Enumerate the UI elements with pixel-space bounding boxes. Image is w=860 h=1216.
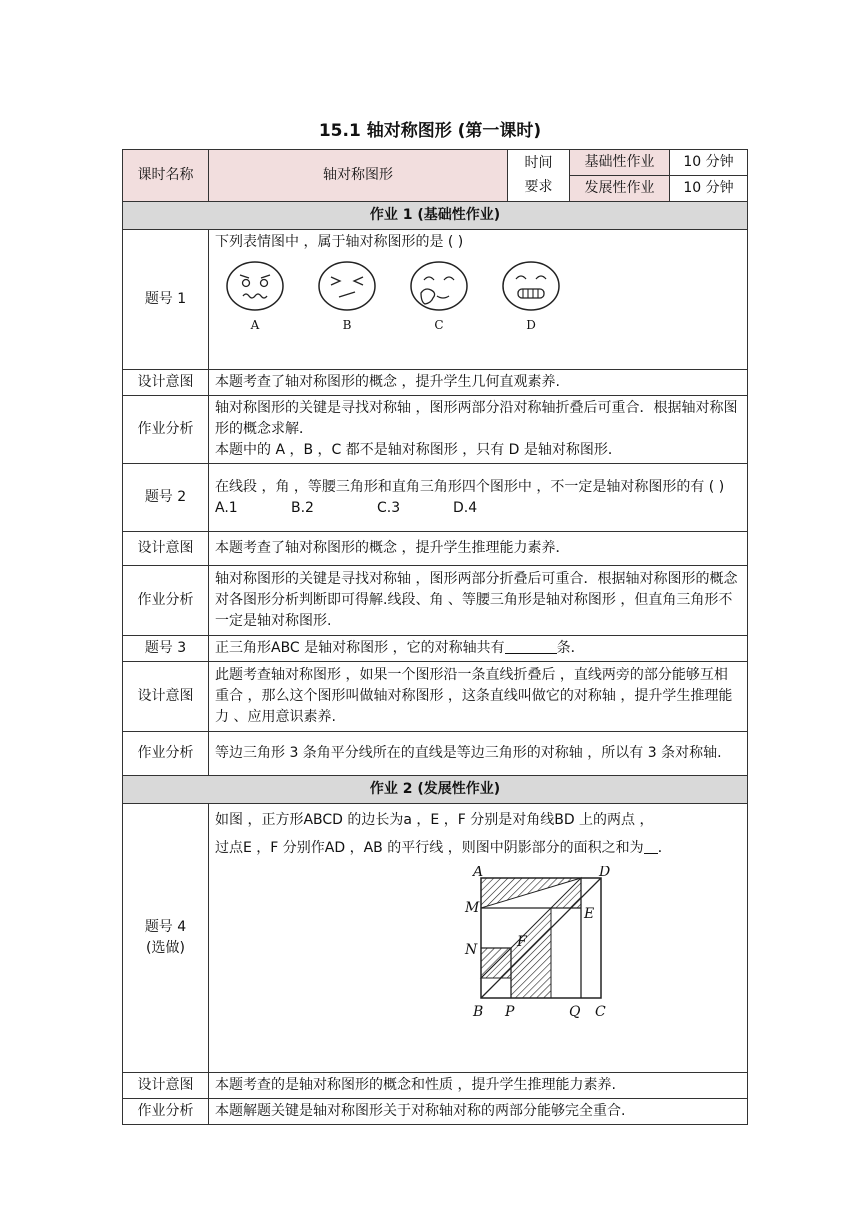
squint-face-icon [315,259,379,313]
q1-analysis-1: 轴对称图形的关键是寻找对称轴 ，图形两部分沿对称轴折叠后可重合．根据轴对称图形的概念求解． [215,400,738,437]
q4-analysis: 本题解题关键是轴对称图形关于对称轴对称的两部分能够完全重合. [209,1099,748,1125]
q3-design: 此题考查轴对称图形 ，如果一个图形沿一条直线折叠后 ，直线两旁的部分能够互相重合 ，那么这个图形叫做轴对称图形 ，这条直线叫做它的对称轴 ，提升学生推理能力 、应用意识素养. [209,662,748,732]
q4-question-line-2 [215,834,741,862]
q3-question-pre: 正三角形ABC 是轴对称图形 ，它的对称轴共有 [215,640,505,656]
q2-design-label: 设计意图 [123,532,209,566]
q2-choice-d: D.4 [453,499,478,516]
q3-question [209,636,748,662]
q4-answer-blank[interactable] [644,839,658,854]
section-1-title: 作业 1 (基础性作业) [123,202,748,230]
q4-optional: (选做) [146,940,185,956]
q4-design-label: 设计意图 [123,1073,209,1099]
q4-design: 本题考查的是轴对称图形的概念和性质 ，提升学生推理能力素养. [209,1073,748,1099]
q3-answer-blank[interactable] [505,639,557,654]
point-label-d: D [599,866,611,880]
q2-choices [215,498,741,519]
q3-analysis: 等边三角形 3 条角平分线所在的直线是等边三角形的对称轴 ，所以有 3 条对称轴. [209,732,748,776]
q4-figure-area [215,862,741,1070]
q4-question-line-1: 如图 ，正方形ABCD 的边长为a ，E ，F 分别是对角线BD 上的两点 ， [215,812,654,828]
point-label-f: F [517,934,527,950]
q1-label: 题号 1 [123,230,209,370]
q1-option-b-letter: B [342,318,352,332]
q1-option-c-letter: C [434,318,444,332]
point-label-n: N [465,942,478,958]
q2-choice-b: B.2 [291,499,314,516]
q2-analysis-label: 作业分析 [123,566,209,636]
point-label-c: C [595,1004,606,1020]
point-label-p: P [505,1004,515,1020]
q2-analysis: 轴对称图形的关键是寻找对称轴 ，图形两部分折叠后可重合．根据轴对称图形的概念对各图形分析判断即可得解.线段、角 、等腰三角形是轴对称图形 ，但直角三角形不一定是轴对称图形. [209,566,748,636]
q4-question-line-2-text: 过点E ，F 分别作AD ，AB 的平行线 ，则图中阴影部分的面积之和为 [215,840,644,856]
q3-question-post: 条． [556,640,585,656]
q2-design: 本题考查了轴对称图形的概念 ，提升学生推理能力素养． [209,532,748,566]
dev-homework-time: 10 分钟 [670,176,748,202]
q1-option-a [223,259,287,336]
laughing-face-icon [407,259,471,313]
course-name: 轴对称图形 [209,150,508,202]
q1-option-c [407,259,471,336]
square-diagram [463,866,613,1020]
basic-homework-time: 10 分钟 [670,150,748,176]
q1-analysis-label: 作业分析 [123,396,209,464]
point-label-e: E [584,906,595,922]
q4-analysis-label: 作业分析 [123,1099,209,1125]
q2-choice-c: C.3 [377,499,401,516]
q3-label: 题号 3 [123,636,209,662]
point-label-q: Q [569,1004,581,1020]
point-label-m: M [465,900,480,916]
page-title: 15.1 轴对称图形 (第一课时) [318,121,542,141]
q1-option-d [499,259,563,336]
q3-design-label: 设计意图 [123,662,209,732]
q1-design-label: 设计意图 [123,370,209,396]
q3-analysis-label: 作业分析 [123,732,209,776]
point-label-b: B [473,1004,484,1020]
q4-label: 题号 4 [144,919,187,935]
q1-options [223,259,741,336]
q4-question-end: ． [657,840,672,856]
q1-question: 下列表情图中 ，属于轴对称图形的是 ( ) [215,234,464,250]
q1-design: 本题考查了轴对称图形的概念 ，提升学生几何直观素养. [209,370,748,396]
section-2-title: 作业 2 (发展性作业) [123,776,748,804]
q1-option-a-letter: A [250,318,260,332]
q2-question: 在线段 ，角 ，等腰三角形和直角三角形四个图形中 ，不一定是轴对称图形的有 ( ) [215,478,725,495]
course-name-label: 课时名称 [123,150,209,202]
point-label-a: A [473,866,484,880]
confused-face-icon [223,259,287,313]
q1-option-d-letter: D [526,318,536,332]
q2-label: 题号 2 [123,464,209,532]
grinning-face-icon [499,259,563,313]
q2-choice-a: A.1 [215,499,238,516]
q1-analysis-2: 本题中的 A ，B ，C 都不是轴对称图形 ，只有 D 是轴对称图形． [215,442,622,458]
dev-homework-label: 发展性作业 [570,176,670,202]
time-label-2: 要求 [508,176,570,202]
q1-option-b [315,259,379,336]
time-label-1: 时间 [508,150,570,176]
basic-homework-label: 基础性作业 [570,150,670,176]
homework-table [122,149,748,1125]
